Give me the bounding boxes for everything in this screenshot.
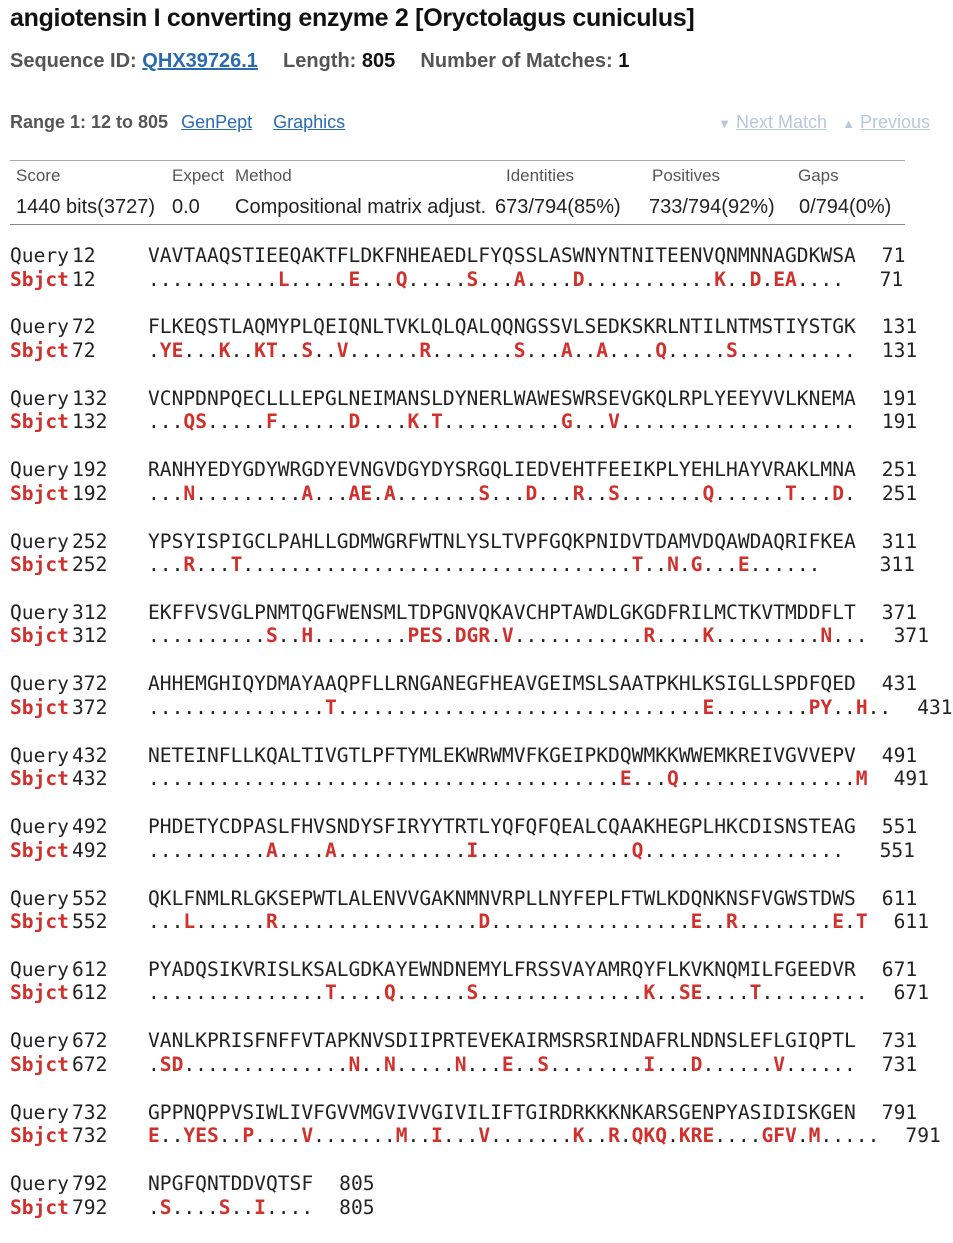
query-label: Query [10,315,69,339]
query-sequence: PYADQSIKVRISLKSALGDKAYEWNDNEMYLFRSSVAYAMRQYFLKVKNQMILFGEEDVR [148,957,856,981]
query-row [10,1101,953,1125]
query-start: 192 [72,458,108,482]
score-header: Score [16,166,61,185]
identities-header: Identities [506,166,575,185]
subject-sequence: ...............T....Q......S..............K..SE....T......... [148,981,868,1005]
subject-label: Sbjct [10,1124,69,1148]
query-row [10,601,953,625]
query-end: 251 [881,458,918,482]
subject-label: Sbjct [10,481,69,505]
subject-end: 191 [881,410,918,434]
positives-value: 733/794(92%) [649,196,775,218]
range-label: Range 1: 12 to 805 [10,112,169,132]
query-label: Query [10,529,69,553]
subject-sequence: ...........L.....E...Q.....S...A....D...........K..D.EA.... [148,267,845,291]
query-sequence: EKFFVSVGLPNMTQGFWENSMLTDPGNVQKAVCHPTAWDLGKGDFRILMCTKVTMDDFLT [148,600,856,624]
subject-end: 791 [905,1124,941,1148]
triangle-up-icon: ▲ [842,116,855,131]
matches-label: Number of Matches: [420,50,613,72]
subject-sequence: ...N.........A...AE.A.......S...D...R..S.......Q......T...D. [148,481,856,505]
subject-row [10,910,953,934]
query-end: 611 [881,886,918,910]
positives-header: Positives [652,166,721,185]
query-end: 731 [881,1029,918,1053]
subject-row [10,1124,953,1148]
subject-label: Sbjct [10,767,69,791]
query-row [10,672,953,696]
subject-sequence: .SD..............N..N.....N...E..S........I...D......V...... [148,1052,856,1076]
query-sequence: QKLFNMLRLGKSEPWTLALENVVGAKNMNVRPLLNYFEPLFTWLKDQNKNSFVGWSTDWS [148,886,856,910]
subject-row [10,482,953,506]
query-sequence: VAVTAAQSTIEEQAKTFLDKFNHEAEDLFYQSSLASWNYNTNITEENVQNMNNAGDKWSA [148,244,856,267]
method-value: Compositional matrix adjust. [235,196,487,218]
query-label: Query [10,1029,69,1053]
query-end: 791 [881,1100,918,1124]
query-row [10,887,953,911]
query-start: 672 [72,1029,108,1053]
subject-end: 611 [893,910,929,934]
subject-sequence: ..........S..H........PES.DGR.V...........R....K.........N... [148,624,868,648]
match-navigation [718,112,930,133]
subject-start: 612 [72,981,108,1005]
expect-header: Expect [172,166,224,185]
query-sequence: NETEINFLLKQALTIVGTLPFTYMLEKWRWMVFKGEIPKDQWMKKWWEMKREIVGVVEPV [148,743,856,767]
query-sequence: VCNPDNPQECLLLEPGLNEIMANSLDYNERLWAWESWRSEVGKQLRPLYEEYVVLKNEMA [148,386,856,410]
sequence-id-label: Sequence ID: [10,50,137,72]
query-start: 612 [72,957,108,981]
subject-end: 251 [881,481,918,505]
query-row [10,387,953,411]
query-row [10,1172,953,1196]
subject-start: 132 [72,410,108,434]
alignment-block [10,458,953,505]
subject-end: 671 [893,981,929,1005]
query-end: 551 [881,815,918,839]
subject-end: 311 [879,553,915,577]
subject-label: Sbjct [10,1052,69,1076]
subject-row [10,268,953,292]
subject-start: 372 [72,695,108,719]
genpept-link[interactable]: GenPept [181,112,253,132]
query-start: 312 [72,600,108,624]
query-sequence: GPPNQPPVSIWLIVFGVVMGVIVVGIVILIFTGIRDRKKKNKARSGENPYASIDISKGEN [148,1100,856,1124]
subject-label: Sbjct [10,410,69,434]
alignment-block [10,530,953,577]
subject-end: 551 [879,838,915,862]
query-label: Query [10,886,69,910]
alignment-block [10,315,953,362]
subject-row [10,839,953,863]
query-label: Query [10,244,69,267]
subject-label: Sbjct [10,267,69,291]
query-start: 252 [72,529,108,553]
query-start: 12 [72,244,96,267]
subject-row [10,339,953,363]
subject-row [10,624,953,648]
alignment-block [10,887,953,934]
length-value: 805 [361,50,396,72]
subject-sequence: .S....S..I.... [148,1195,314,1219]
subject-sequence: ..........A....A...........I.............Q................. [148,838,845,862]
subject-sequence: E..YES..P....V.......M..I...V.......K..R.QKQ.KRE....GFV.M..... [148,1124,880,1148]
graphics-link[interactable]: Graphics [273,112,346,132]
subject-label: Sbjct [10,838,69,862]
subject-start: 72 [72,338,96,362]
subject-label: Sbjct [10,624,69,648]
query-row [10,1029,953,1053]
query-row [10,744,953,768]
query-label: Query [10,957,69,981]
query-end: 191 [881,386,918,410]
query-start: 132 [72,386,108,410]
subject-start: 732 [72,1124,108,1148]
alignment [10,244,953,1243]
alignment-block [10,744,953,791]
query-row [10,530,953,554]
length-label: Length: [283,50,357,72]
alignment-block [10,1101,953,1148]
subject-label: Sbjct [10,695,69,719]
subject-end: 371 [893,624,929,648]
query-start: 432 [72,743,108,767]
subject-row [10,1196,953,1220]
query-end: 131 [881,315,918,339]
sequence-id-link[interactable]: QHX39726.1 [142,50,258,72]
subject-row [10,553,953,577]
gaps-header: Gaps [798,166,839,185]
subject-end: 131 [881,338,918,362]
sequence-info [10,50,629,73]
subject-row [10,767,953,791]
query-row [10,244,953,268]
subject-end: 431 [917,695,953,719]
subject-start: 252 [72,553,108,577]
subject-row [10,981,953,1005]
method-header: Method [235,166,292,185]
subject-row [10,410,953,434]
query-end: 311 [881,529,918,553]
query-start: 732 [72,1100,108,1124]
subject-start: 192 [72,481,108,505]
alignment-block [10,958,953,1005]
subject-end: 71 [879,267,904,291]
alignment-block [10,672,953,719]
matches-value: 1 [618,50,630,72]
query-row [10,315,953,339]
page-title: angiotensin I converting enzyme 2 [Oryctolagus cuniculus] [10,4,695,32]
query-start: 72 [72,315,96,339]
subject-row [10,696,953,720]
subject-start: 672 [72,1052,108,1076]
subject-label: Sbjct [10,1195,69,1219]
subject-start: 552 [72,910,108,934]
expect-value: 0.0 [172,196,200,218]
query-end: 371 [881,600,918,624]
alignment-block [10,601,953,648]
query-start: 792 [72,1172,108,1196]
query-label: Query [10,1172,69,1196]
subject-label: Sbjct [10,553,69,577]
query-sequence: YPSYISPIGCLPAHLLGDMWGRFWTNLYSLTVPFGQKPNIDVTDAMVDQAWDAQRIFKEA [148,529,856,553]
query-end: 805 [339,1172,375,1196]
stats-bottom-divider [10,224,905,225]
alignment-block [10,815,953,862]
alignment-block [10,1172,953,1219]
query-sequence: RANHYEDYGDYWRGDYEVNGVDGYDYSRGQLIEDVEHTFEEIKPLYEHLHAYVRAKLMNA [148,458,856,482]
query-label: Query [10,1100,69,1124]
query-label: Query [10,386,69,410]
triangle-down-icon: ▼ [718,116,732,131]
subject-label: Sbjct [10,910,69,934]
subject-sequence: .YE...K..KT..S..V......R.......S...A..A....Q.....S.......... [148,338,856,362]
gaps-value: 0/794(0%) [799,196,892,218]
previous-match-link[interactable]: Previous [859,112,930,132]
subject-row [10,1053,953,1077]
query-start: 372 [72,672,108,696]
subject-start: 432 [72,767,108,791]
subject-start: 492 [72,838,108,862]
stats-top-divider [10,160,905,161]
query-label: Query [10,672,69,696]
alignment-block [10,244,953,291]
subject-sequence: ........................................E...Q...............M [148,767,868,791]
query-row [10,958,953,982]
alignment-block [10,1029,953,1076]
query-end: 71 [881,244,906,267]
subject-start: 12 [72,267,96,291]
subject-sequence: ...R...T.................................T..N.G...E...... [148,553,821,577]
subject-label: Sbjct [10,338,69,362]
subject-label: Sbjct [10,981,69,1005]
query-start: 552 [72,886,108,910]
subject-end: 491 [893,767,929,791]
next-match-link[interactable]: Next Match [736,112,828,132]
query-sequence: FLKEQSTLAQMYPLQEIQNLTVKLQLQALQQNGSSVLSEDKSKRLNTILNTMSTIYSTGK [148,315,856,339]
query-sequence: VANLKPRISFNFFVTAPKNVSDIIPRTEVEKAIRMSRSRINDAFRLNDNSLEFLGIQPTL [148,1029,856,1053]
subject-sequence: ...QS.....F......D....K.T..........G...V.................... [148,410,856,434]
query-row [10,458,953,482]
range-bar [10,112,930,140]
query-sequence: AHHEMGHIQYDMAYAAQPFLLRNGANEGFHEAVGEIMSLSAATPKHLKSIGLLSPDFQED [148,672,856,696]
subject-sequence: ...L......R.................D.................E..R........E.T [148,910,868,934]
query-end: 491 [881,743,918,767]
query-label: Query [10,600,69,624]
query-sequence: PHDETYCDPASLFHVSNDYSFIRYYTRTLYQFQFQEALCQAAKHEGPLHKCDISNSTEAG [148,815,856,839]
subject-sequence: ...............T...............................E........PY..H.. [148,695,892,719]
identities-value: 673/794(85%) [495,196,621,218]
alignment-block [10,387,953,434]
subject-start: 312 [72,624,108,648]
query-label: Query [10,743,69,767]
query-end: 671 [881,957,918,981]
subject-start: 792 [72,1195,108,1219]
subject-end: 805 [339,1195,375,1219]
subject-end: 731 [881,1052,918,1076]
query-row [10,815,953,839]
query-label: Query [10,815,69,839]
query-end: 431 [881,672,918,696]
query-label: Query [10,458,69,482]
query-sequence: NPGFQNTDDVQTSF [148,1172,314,1196]
score-value: 1440 bits(3727) [16,196,155,218]
query-start: 492 [72,815,108,839]
